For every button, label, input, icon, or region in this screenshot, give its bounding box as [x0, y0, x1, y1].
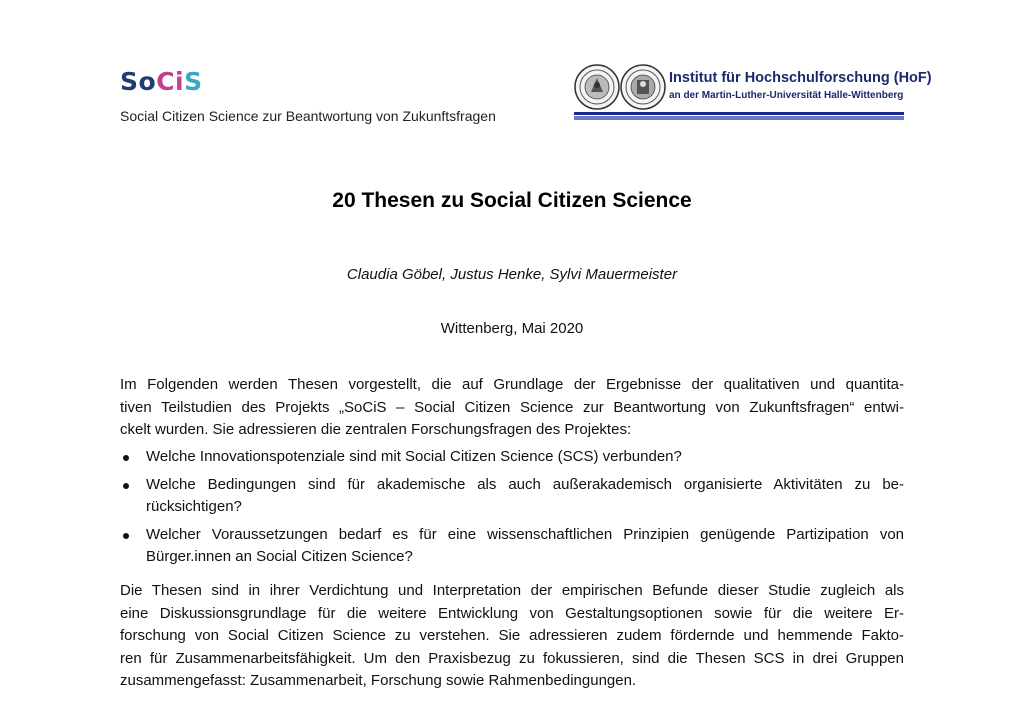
bullet-icon [123, 455, 129, 461]
question-line: rücksichtigen? [146, 498, 242, 515]
authors: Claudia Göbel, Justus Henke, Sylvi Mauermeister [346, 266, 678, 283]
question-line: Bürger.innen an Social Citizen Science? [146, 548, 413, 565]
logo-part-s: S [184, 67, 203, 96]
university-seal-icon [620, 64, 666, 110]
closing-line: forschung von Social Citizen Science zu verstehen. Sie adressieren zudem fördernde und hemmende Fakto- [120, 627, 904, 644]
hof-logo [574, 62, 932, 122]
logo-part-so: So [120, 67, 157, 96]
question-line: Welche Bedingungen sind für akademische als auch außerakademisch organisierte Aktivitäten zu be- [146, 475, 904, 493]
institute-name: Institut für Hochschulforschung (HoF) [669, 70, 932, 86]
institute-divider [574, 112, 904, 120]
closing-line: eine Diskussionsgrundlage für die weitere Entwicklung von Gestaltungsoptionen sowie für die weitere Er- [120, 604, 904, 622]
list-item [120, 474, 904, 519]
intro-line: Im Folgenden werden Thesen vorgestellt, die auf Grundlage der Ergebnisse der qualitativen und quantita- [120, 376, 904, 393]
project-subtitle: Social Citizen Science zur Beantwortung von Zukunftsfragen [120, 108, 496, 124]
institute-affiliation: an der Martin-Luther-Universität Halle-Wittenberg [669, 90, 904, 101]
closing-line: zusammengefasst: Zusammenarbeit, Forschung sowie Rahmenbedingungen. [120, 672, 637, 689]
list-item [120, 446, 904, 469]
document-title: 20 Thesen zu Social Citizen Science [332, 189, 692, 212]
university-seal-icon [574, 64, 620, 110]
research-questions-list [120, 446, 904, 574]
logo-part-ci: Ci [156, 67, 185, 96]
closing-line: Die Thesen sind in ihrer Verdichtung und Interpretation der empirischen Befunde dieser Studie zugleich als [120, 582, 904, 599]
place-date: Wittenberg, Mai 2020 [440, 320, 584, 337]
bullet-icon [123, 533, 129, 539]
intro-line: ckelt wurden. Sie adressieren die zentralen Forschungsfragen des Projektes: [120, 421, 632, 438]
intro-paragraph [120, 374, 904, 442]
intro-line: tiven Teilstudien des Projekts „SoCiS – Social Citizen Science zur Beantwortung von Zukunftsfragen“ entwi- [120, 398, 904, 416]
question-line: Welcher Voraussetzungen bedarf es für eine wissenschaftlichen Prinzipien genügende Partizipation von [146, 525, 904, 543]
bullet-icon [123, 483, 129, 489]
question-line: Welche Innovationspotenziale sind mit Social Citizen Science (SCS) verbunden? [146, 448, 682, 465]
closing-paragraph [120, 580, 904, 693]
list-item [120, 524, 904, 569]
socis-logo [120, 68, 203, 96]
closing-line: ren für Zusammenarbeitsfähigkeit. Um den Praxisbezug zu fokussieren, sind die Thesen SCS in drei Gruppen [120, 649, 904, 667]
